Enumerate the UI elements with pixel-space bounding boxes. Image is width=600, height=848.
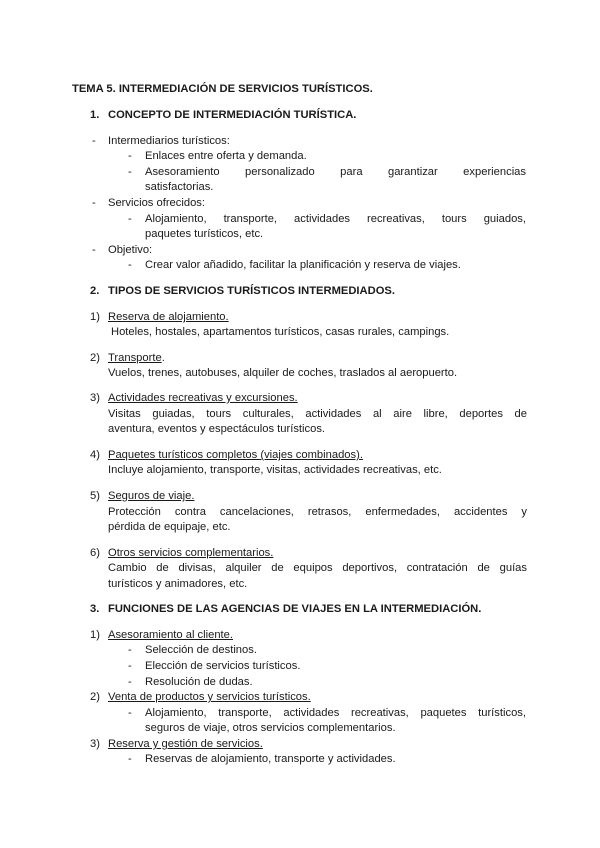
- list-item-continuation: seguros de viaje, otros servicios complementarios.: [145, 722, 396, 734]
- bullet-dash: -: [128, 213, 132, 225]
- item-text: Visitas guiadas, tours culturales, actividades al aire libre, deportes de: [108, 408, 527, 420]
- list-item: Alojamiento, transporte, actividades recreativas, paquetes turísticos,: [145, 707, 526, 719]
- item-number: 1): [90, 629, 100, 641]
- item-number: 1): [90, 311, 100, 323]
- list-item: Selección de destinos.: [145, 644, 257, 656]
- section-3-number: 3.: [90, 603, 100, 615]
- bullet-dash: -: [128, 150, 132, 162]
- bullet-dash: -: [128, 644, 132, 656]
- item-title: Paquetes turísticos completos (viajes combinados).: [108, 449, 363, 461]
- item-title: Actividades recreativas y excursiones.: [108, 392, 298, 404]
- item-title: Reserva de alojamiento.: [108, 311, 229, 323]
- bullet-dash: -: [92, 197, 96, 209]
- list-item: Elección de servicios turísticos.: [145, 660, 301, 672]
- section-2-number: 2.: [90, 285, 100, 297]
- section-1-number: 1.: [90, 109, 100, 121]
- list-item: Objetivo:: [108, 244, 153, 256]
- bullet-dash: -: [128, 166, 132, 178]
- bullet-dash: -: [92, 244, 96, 256]
- item-number: 3): [90, 392, 100, 404]
- section-3-heading: FUNCIONES DE LAS AGENCIAS DE VIAJES EN LA INTERMEDIACIÓN.: [108, 603, 482, 615]
- item-title-text: Transporte: [108, 352, 162, 364]
- section-1-heading: CONCEPTO DE INTERMEDIACIÓN TURÍSTICA.: [108, 109, 357, 121]
- bullet-dash: -: [128, 707, 132, 719]
- item-text: Incluye alojamiento, transporte, visitas, actividades recreativas, etc.: [108, 464, 442, 476]
- section-2-heading: TIPOS DE SERVICIOS TURÍSTICOS INTERMEDIADOS.: [108, 285, 395, 297]
- item-text: Protección contra cancelaciones, retrasos, enfermedades, accidentes y: [108, 506, 527, 518]
- item-number: 6): [90, 547, 100, 559]
- list-item: Resolución de dudas.: [145, 676, 253, 688]
- bullet-dash: -: [92, 135, 96, 147]
- bullet-dash: -: [128, 676, 132, 688]
- item-title: Transporte.: [108, 352, 165, 364]
- item-number: 3): [90, 738, 100, 750]
- item-title: Asesoramiento al cliente.: [108, 629, 233, 641]
- item-title: Reserva y gestión de servicios.: [108, 738, 263, 750]
- bullet-dash: -: [128, 753, 132, 765]
- list-item: Intermediarios turísticos:: [108, 135, 230, 147]
- item-text-continuation: turísticos y animadores, etc.: [108, 578, 248, 590]
- list-item: Alojamiento, transporte, actividades recreativas, tours guiados,: [145, 213, 526, 225]
- item-text-continuation: pérdida de equipaje, etc.: [108, 521, 231, 533]
- item-number: 2): [90, 352, 100, 364]
- item-text: Hoteles, hostales, apartamentos turísticos, casas rurales, campings.: [111, 326, 450, 338]
- list-item: Servicios ofrecidos:: [108, 197, 205, 209]
- item-number: 4): [90, 449, 100, 461]
- list-item: Enlaces entre oferta y demanda.: [145, 150, 307, 162]
- item-text: Vuelos, trenes, autobuses, alquiler de coches, traslados al aeropuerto.: [108, 367, 458, 379]
- list-item: Asesoramiento personalizado para garantizar experiencias: [145, 166, 526, 178]
- list-item-continuation: paquetes turísticos, etc.: [145, 228, 264, 240]
- bullet-dash: -: [128, 259, 132, 271]
- item-title: Otros servicios complementarios.: [108, 547, 274, 559]
- list-item-continuation: satisfactorias.: [145, 181, 214, 193]
- document-title: TEMA 5. INTERMEDIACIÓN DE SERVICIOS TURÍSTICOS.: [72, 83, 373, 95]
- bullet-dash: -: [128, 660, 132, 672]
- item-number: 2): [90, 691, 100, 703]
- list-item: Reservas de alojamiento, transporte y actividades.: [145, 753, 396, 765]
- item-number: 5): [90, 490, 100, 502]
- item-text: Cambio de divisas, alquiler de equipos deportivos, contratación de guías: [108, 562, 527, 574]
- item-title: Seguros de viaje.: [108, 490, 195, 502]
- list-item: Crear valor añadido, facilitar la planificación y reserva de viajes.: [145, 259, 461, 271]
- item-title: Venta de productos y servicios turísticos.: [108, 691, 311, 703]
- item-text-continuation: aventura, eventos y espectáculos turísticos.: [108, 423, 326, 435]
